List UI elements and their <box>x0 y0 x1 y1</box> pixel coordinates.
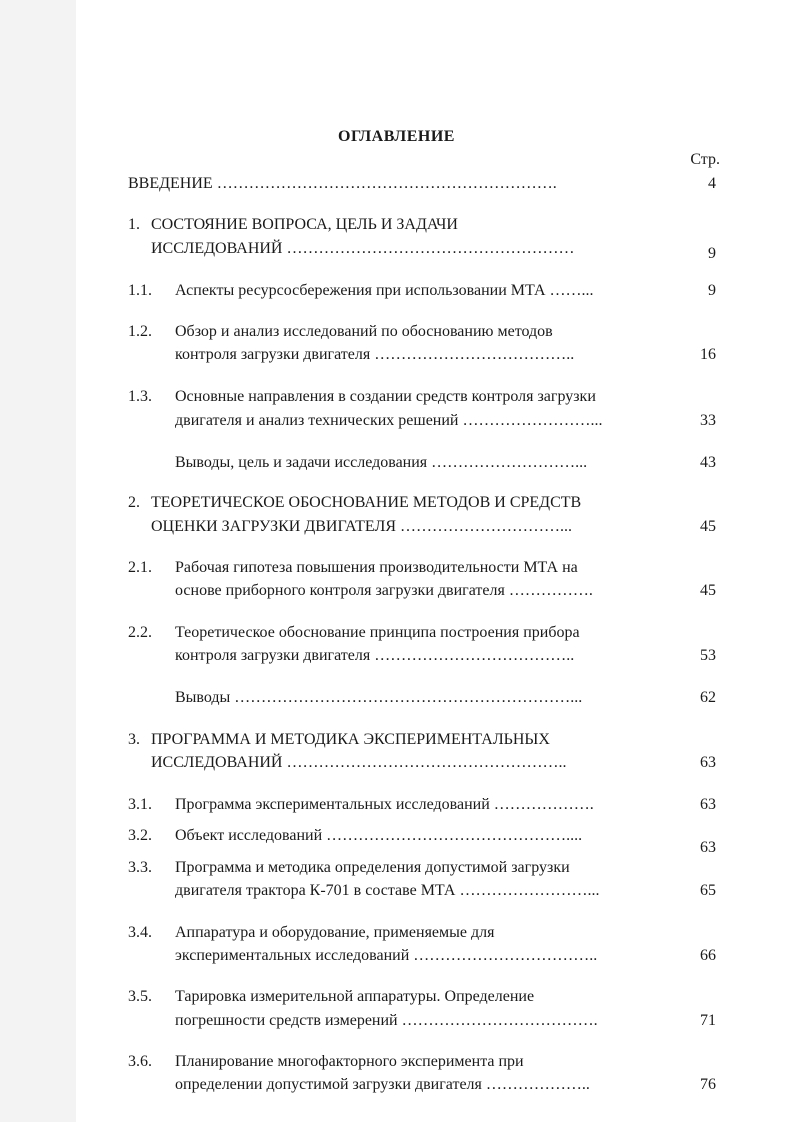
toc-entry-title: ТЕОРЕТИЧЕСКОЕ ОБОСНОВАНИЕ МЕТОДОВ И СРЕДСТВ <box>151 494 582 511</box>
toc-entry-title-cont: контроля загрузки двигателя ……………………………….. <box>175 346 575 363</box>
toc-entry-title: ПРОГРАММА И МЕТОДИКА ЭКСПЕРИМЕНТАЛЬНЫХ <box>151 731 550 748</box>
toc-entry-title-cont: погрешности средств измерений ………………………………. <box>175 1012 598 1029</box>
toc-entry-title: Аппаратура и оборудование, применяемые для <box>175 924 495 941</box>
toc-entry-page: 9 <box>708 282 716 299</box>
toc-entry-title: Программа экспериментальных исследований ………………. <box>175 796 594 813</box>
toc-entry-page: 16 <box>700 346 716 363</box>
toc-entry-title-cont: ИССЛЕДОВАНИЙ …………………………………………….. <box>151 754 567 771</box>
toc-entry-title: Планирование многофакторного эксперимента при <box>175 1053 524 1070</box>
toc-entry-title: Теоретическое обоснование принципа построения прибора <box>175 624 580 641</box>
toc-entry-title: Обзор и анализ исследований по обоснованию методов <box>175 323 553 340</box>
toc-entry-title: Выводы ………………………………………………………... <box>175 689 583 706</box>
toc-entry-page: 9 <box>708 245 716 262</box>
toc-entry-page: 33 <box>700 412 716 429</box>
toc-entry-number: 2.1. <box>128 559 152 576</box>
toc-entry-number: 1.1. <box>128 282 152 299</box>
toc-entry-number: 1. <box>128 216 140 233</box>
toc-entry-title-cont: двигателя трактора К-701 в составе МТА ……………………... <box>175 882 600 899</box>
toc-entry-page: 63 <box>700 754 716 771</box>
toc-entry-number: 3.5. <box>128 988 152 1005</box>
page-title: ОГЛАВЛЕНИЕ <box>338 128 455 145</box>
toc-entry-title: Аспекты ресурсосбережения при использовании МТА ……... <box>175 282 594 299</box>
toc-entry-page: 71 <box>700 1012 716 1029</box>
toc-entry-number: 3.3. <box>128 859 152 876</box>
toc-entry-title: Объект исследований ……………………………………….... <box>175 827 583 844</box>
toc-entry-number: 3.1. <box>128 796 152 813</box>
toc-entry-number: 1.2. <box>128 323 152 340</box>
toc-entry-page: 63 <box>700 839 716 856</box>
toc-entry-page: 66 <box>700 947 716 964</box>
toc-entry-number: 3.2. <box>128 827 152 844</box>
toc-entry-title-cont: контроля загрузки двигателя ……………………………….. <box>175 647 575 664</box>
toc-entry-title-cont: основе приборного контроля загрузки двигателя ……………. <box>175 582 593 599</box>
toc-entry-page: 4 <box>708 175 716 192</box>
toc-entry-number: 1.3. <box>128 388 152 405</box>
toc-entry-title: СОСТОЯНИЕ ВОПРОСА, ЦЕЛЬ И ЗАДАЧИ <box>151 216 458 233</box>
toc-entry-page: 45 <box>700 582 716 599</box>
toc-entry-title: ВВЕДЕНИЕ ………………………………………………………. <box>128 175 557 192</box>
toc-entry-title: Программа и методика определения допустимой загрузки <box>175 859 570 876</box>
toc-entry-title: Рабочая гипотеза повышения производительности МТА на <box>175 559 578 576</box>
toc-entry-number: 2.2. <box>128 624 152 641</box>
toc-entry-number: 3.4. <box>128 924 152 941</box>
toc-entry-number: 3.6. <box>128 1053 152 1070</box>
toc-entry-title: Выводы, цель и задачи исследования ………………………... <box>175 454 588 471</box>
toc-entry-page: 43 <box>700 454 716 471</box>
toc-entry-page: 65 <box>700 882 716 899</box>
toc-entry-page: 63 <box>700 796 716 813</box>
toc-entry-title-cont: двигателя и анализ технических решений ……………………... <box>175 412 603 429</box>
toc-entry-title-cont: ИССЛЕДОВАНИЙ ……………………………………………… <box>151 240 575 257</box>
toc-entry-page: 53 <box>700 647 716 664</box>
toc-entry-title: Основные направления в создании средств контроля загрузки <box>175 388 596 405</box>
toc-entry-number: 3. <box>128 731 140 748</box>
toc-entry-page: 62 <box>700 689 716 706</box>
toc-entry-title: Тарировка измерительной аппаратуры. Определение <box>175 988 535 1005</box>
toc-entry-title-cont: определении допустимой загрузки двигателя ……………….. <box>175 1076 590 1093</box>
toc-entry-page: 76 <box>700 1076 716 1093</box>
toc-entry-title-cont: экспериментальных исследований …………………………….. <box>175 947 598 964</box>
toc-entry-title-cont: ОЦЕНКИ ЗАГРУЗКИ ДВИГАТЕЛЯ …………………………... <box>151 518 572 535</box>
toc-entry-page: 45 <box>700 518 716 535</box>
toc-entry-number: 2. <box>128 494 140 511</box>
page-column-header: Стр. <box>690 151 720 168</box>
